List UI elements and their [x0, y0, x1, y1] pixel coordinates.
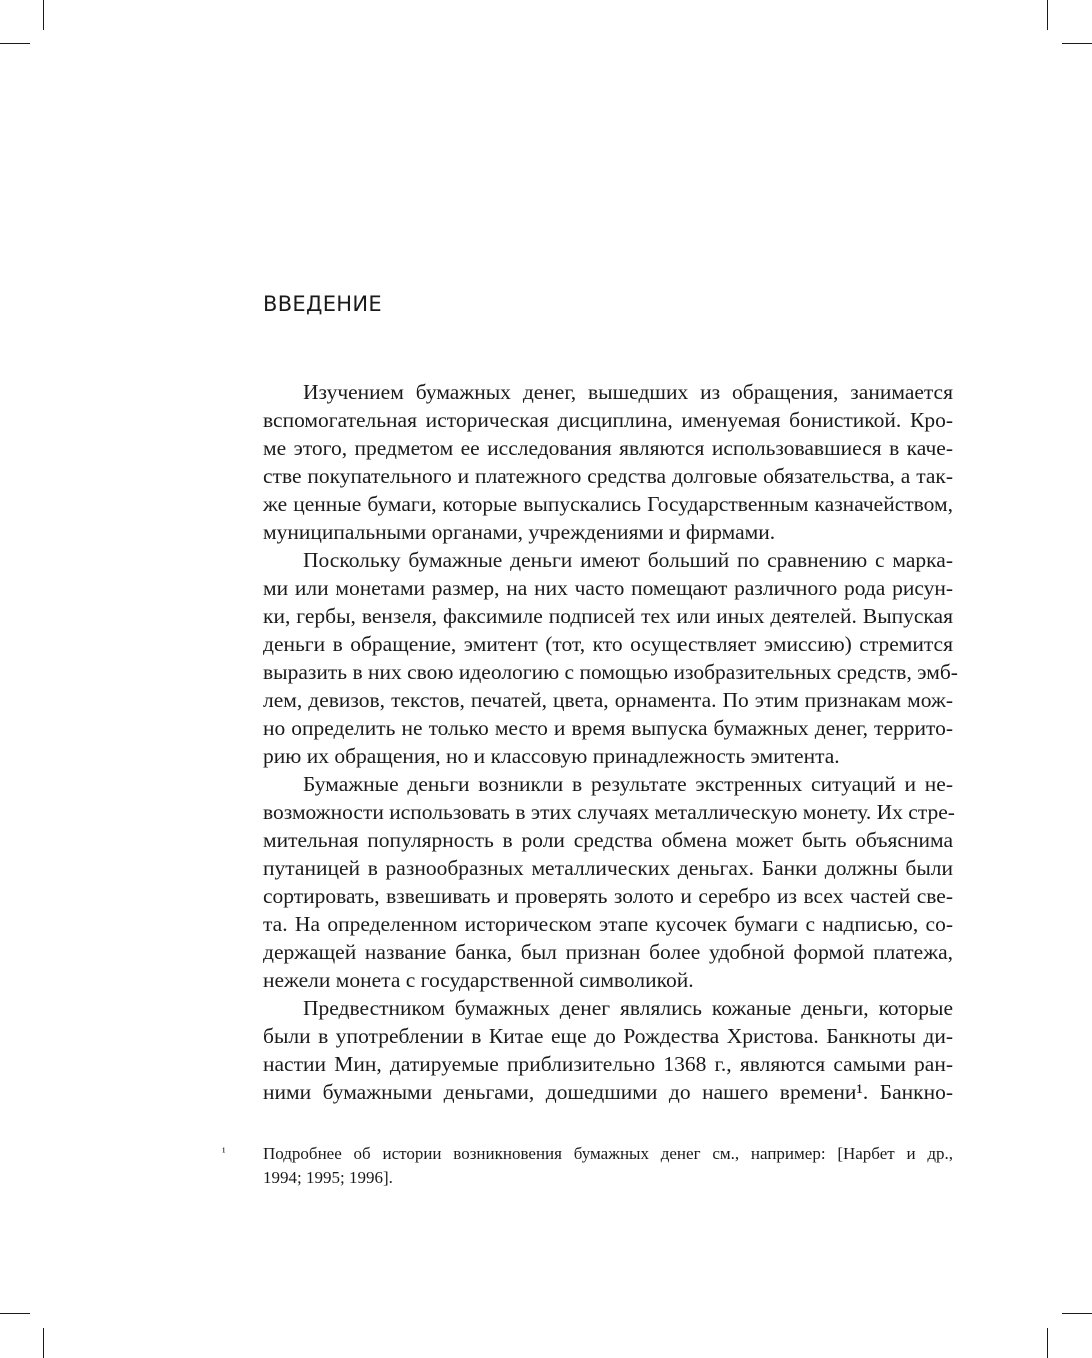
text-line: Бумажные деньги возникли в результате экстренных ситуаций и не- — [303, 772, 953, 796]
footnote — [222, 1142, 953, 1190]
text-line: ми или монетами размер, на них часто помещают различного рода рисун- — [263, 576, 953, 600]
text-line: нежели монета с государственной символикой. — [263, 968, 694, 992]
footnote-line: Подробнее об истории возникновения бумажных денег см., например: [Нарбет и др., — [263, 1144, 953, 1163]
chapter-heading: ВВЕДЕНИЕ — [263, 292, 382, 316]
text-line: возможности использовать в этих случаях металлическую монету. Их стре- — [263, 800, 955, 824]
text-line: ки, гербы, вензеля, факсимиле подписей тех или иных деятелей. Выпуская — [263, 604, 953, 628]
paragraph-4 — [263, 994, 953, 1106]
footnote-text — [263, 1142, 953, 1190]
text-line: держащей название банка, был признан более удобной формой платежа, — [263, 940, 953, 964]
text-line: же ценные бумаги, которые выпускались Государственным казначейством, — [263, 492, 953, 516]
crop-mark-bottom-right-v — [1047, 1328, 1048, 1358]
text-line: ними бумажными деньгами, дошедшими до нашего времени¹. Банкно- — [263, 1080, 953, 1104]
text-line: Поскольку бумажные деньги имеют больший по сравнению с марка- — [303, 548, 953, 572]
text-line: деньги в обращение, эмитент (тот, кто осуществляет эмиссию) стремится — [263, 632, 953, 656]
crop-mark-top-left-h — [0, 43, 30, 44]
footnote-line: 1994; 1995; 1996]. — [263, 1168, 393, 1187]
footnote-mark: ¹ — [222, 1145, 226, 1159]
text-line: муниципальными органами, учреждениями и фирмами. — [263, 520, 776, 544]
text-line: выразить в них свою идеологию с помощью изобразительных средств, эмб- — [263, 660, 958, 684]
paragraph-1 — [263, 378, 953, 546]
text-line: рию их обращения, но и классовую принадлежность эмитента. — [263, 744, 840, 768]
text-line: были в употреблении в Китае еще до Рождества Христова. Банкноты ди- — [263, 1024, 953, 1048]
crop-mark-top-right-h — [1062, 43, 1092, 44]
text-line: Предвестником бумажных денег являлись кожаные деньги, которые — [303, 996, 953, 1020]
text-line: ме этого, предметом ее исследования являются использовавшиеся в каче- — [263, 436, 953, 460]
text-line: та. На определенном историческом этапе кусочек бумаги с надписью, со- — [263, 912, 953, 936]
text-line: сортировать, взвешивать и проверять золото и серебро из всех частей све- — [263, 884, 953, 908]
crop-mark-bottom-left-h — [0, 1313, 30, 1314]
body-text — [263, 378, 958, 1106]
text-line: лем, девизов, текстов, печатей, цвета, орнамента. По этим признакам мож- — [263, 688, 953, 712]
crop-mark-bottom-left-v — [43, 1328, 44, 1358]
text-line: путаницей в разнообразных металлических деньгах. Банки должны были — [263, 856, 953, 880]
paragraph-3 — [263, 770, 953, 994]
crop-mark-bottom-right-h — [1062, 1313, 1092, 1314]
text-line: настии Мин, датируемые приблизительно 1368 г., являются самыми ран- — [263, 1052, 953, 1076]
text-line: но определить не только место и время выпуска бумажных денег, террито- — [263, 716, 953, 740]
crop-mark-top-right-v — [1047, 0, 1048, 30]
text-line: мительная популярность в роли средства обмена может быть объяснима — [263, 828, 953, 852]
crop-mark-top-left-v — [43, 0, 44, 30]
paragraph-2 — [263, 546, 958, 770]
text-line: стве покупательного и платежного средства долговые обязательства, а так- — [263, 464, 953, 488]
text-line: вспомогательная историческая дисциплина, именуемая бонистикой. Кро- — [263, 408, 953, 432]
text-line: Изучением бумажных денег, вышедших из обращения, занимается — [303, 380, 953, 404]
